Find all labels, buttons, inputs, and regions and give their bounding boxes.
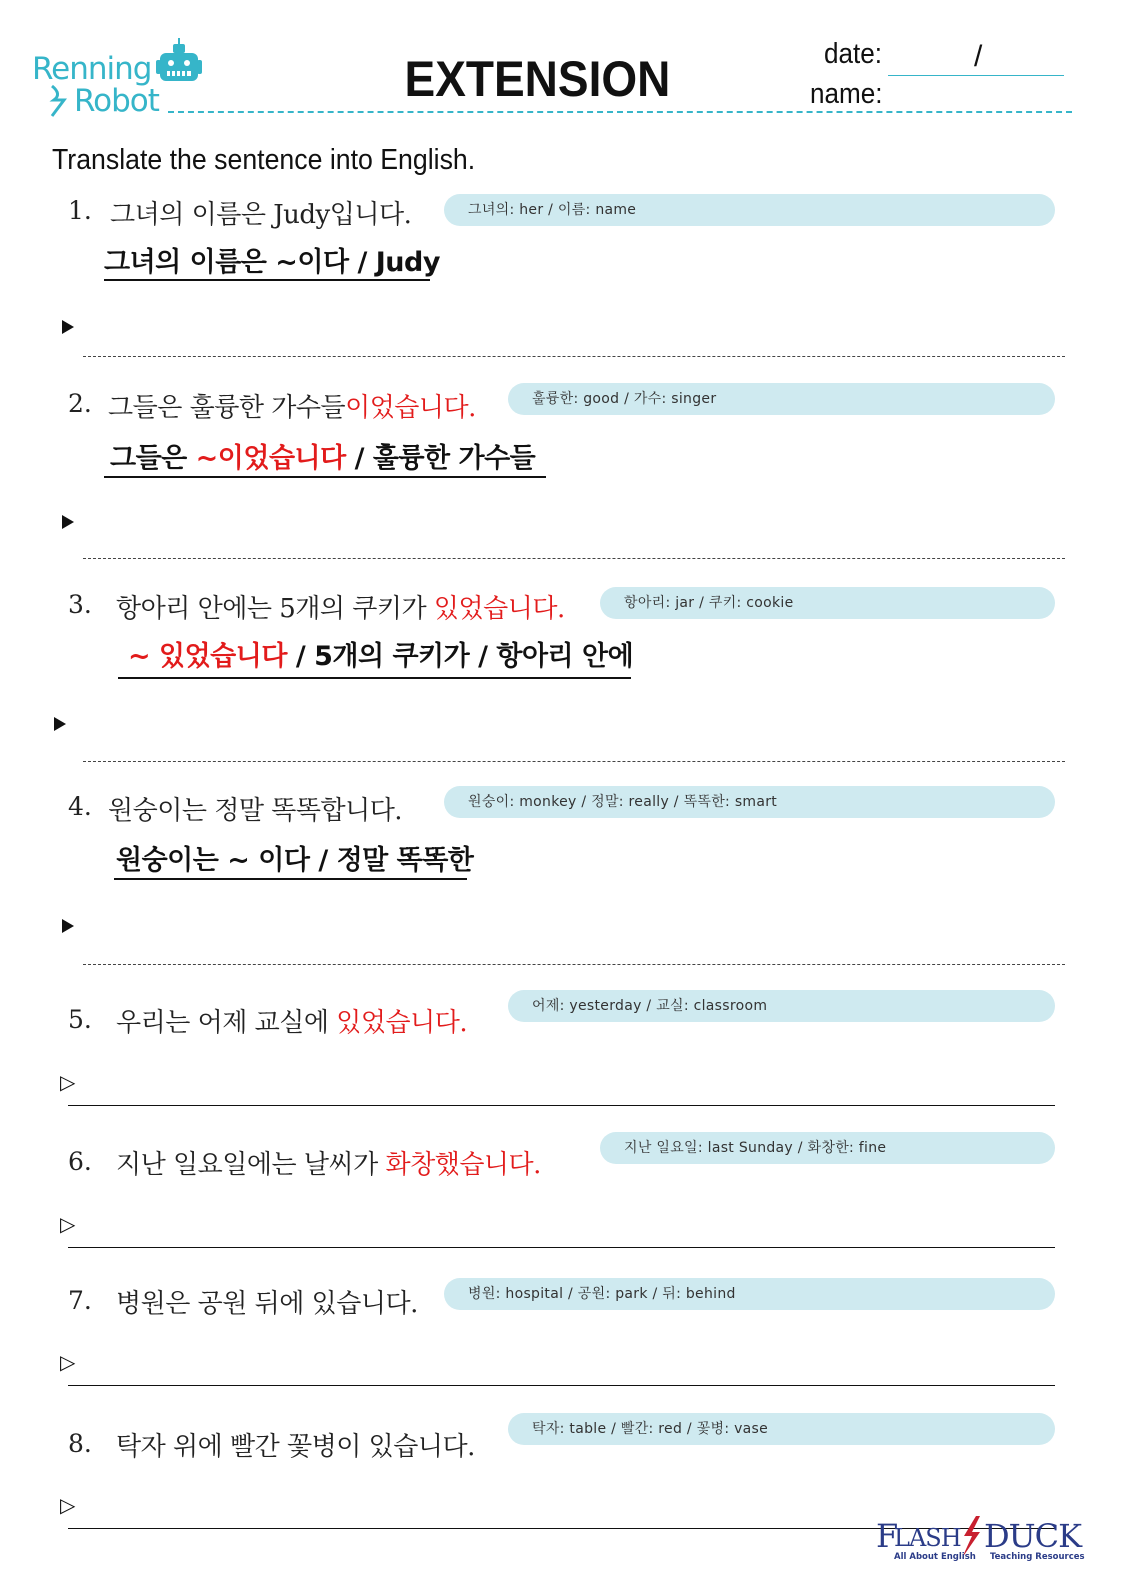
answer-line[interactable] (68, 1385, 1055, 1386)
name-label: name: (810, 78, 883, 110)
sentence-text: 탁자 위에 빨간 꽃병이 있습니다. (116, 1432, 475, 1462)
item-divider (83, 558, 1065, 559)
sentence-text: 항아리 안에는 5개의 쿠키가 (116, 594, 434, 624)
item-number: 6. (68, 1147, 92, 1176)
sentence-text: 그들은 훌륭한 가수들 (108, 393, 346, 423)
answer-arrow-icon (62, 515, 74, 529)
answer-line[interactable] (68, 1247, 1055, 1248)
word-order-guide (116, 838, 473, 877)
vocab-hint: 그녀의: her / 이름: name (444, 194, 1055, 226)
order-underline (114, 878, 467, 880)
brand-right: DUCK (984, 1517, 1082, 1555)
item-number: 4. (68, 792, 92, 821)
instruction-text: Translate the sentence into English. (52, 144, 476, 176)
korean-sentence (108, 387, 476, 424)
order-highlight: ~ 있었습니다 (128, 641, 287, 672)
flash-duck-logo (876, 1516, 1085, 1562)
word-order-guide (104, 240, 440, 279)
order-highlight: ~이었습니다 (195, 443, 346, 474)
page-title: EXTENSION (404, 51, 671, 107)
item-number: 3. (68, 590, 92, 619)
order-underline (104, 476, 546, 478)
korean-sentence (116, 1144, 541, 1181)
word-order-guide (128, 634, 633, 673)
order-text-rest: / 5개의 쿠키가 / 항아리 안에 (286, 641, 634, 672)
korean-sentence (116, 1283, 418, 1320)
order-text: 원숭이는 ~ 이다 / 정말 똑똑한 (116, 845, 474, 876)
sentence-highlight: 이었습니다. (345, 393, 476, 423)
tagline-left: All About English (894, 1552, 976, 1562)
order-underline (104, 279, 430, 281)
vocab-hint: 병원: hospital / 공원: park / 뒤: behind (444, 1278, 1055, 1310)
logo-line-2: Robot (74, 83, 159, 119)
sentence-text: 우리는 어제 교실에 (116, 1008, 337, 1038)
item-divider (83, 964, 1065, 965)
order-underline (118, 677, 631, 679)
korean-sentence (116, 1002, 467, 1039)
korean-sentence (116, 1426, 475, 1463)
sentence-highlight: 있었습니다. (336, 1008, 468, 1038)
brand-left: LASH (894, 1524, 961, 1552)
vocab-hint: 항아리: jar / 쿠키: cookie (600, 587, 1055, 619)
item-divider (83, 761, 1065, 762)
sentence-text: 원숭이는 정말 똑똑합니다. (108, 796, 403, 826)
order-text-rest: / 훌륭한 가수들 (345, 443, 536, 474)
header-divider (168, 111, 1072, 113)
item-number: 8. (68, 1429, 92, 1458)
sentence-text: 그녀의 이름은 Judy입니다. (110, 200, 412, 230)
answer-arrow-icon (62, 320, 74, 334)
word-order-guide (110, 436, 535, 475)
korean-sentence (116, 588, 565, 625)
sentence-highlight: 화창했습니다. (385, 1150, 541, 1180)
answer-arrow-icon (62, 919, 74, 933)
sentence-text: 병원은 공원 뒤에 있습니다. (116, 1289, 418, 1319)
vocab-hint: 훌륭한: good / 가수: singer (508, 383, 1055, 415)
item-number: 7. (68, 1286, 92, 1315)
vocab-hint: 탁자: table / 빨간: red / 꽃병: vase (508, 1413, 1055, 1445)
item-number: 2. (68, 389, 92, 418)
item-number: 1. (68, 196, 92, 225)
order-text: 그들은 (110, 443, 196, 474)
answer-arrow-icon: ▷ (60, 1493, 76, 1517)
brand-f: F (876, 1517, 898, 1555)
answer-arrow-icon: ▷ (60, 1212, 76, 1236)
date-field-line[interactable] (888, 75, 1064, 76)
vocab-hint: 원숭이: monkey / 정말: really / 똑똑한: smart (444, 786, 1055, 818)
answer-arrow-icon: ▷ (60, 1070, 76, 1094)
item-number: 5. (68, 1005, 92, 1034)
item-divider (83, 356, 1065, 357)
sentence-highlight: 있었습니다. (433, 594, 565, 624)
answer-arrow-icon (54, 717, 66, 731)
vocab-hint: 지난 일요일: last Sunday / 화창한: fine (600, 1132, 1055, 1164)
sentence-text: 지난 일요일에는 날씨가 (116, 1150, 386, 1180)
answer-arrow-icon: ▷ (60, 1350, 76, 1374)
date-label: date: (824, 38, 883, 70)
vocab-hint: 어제: yesterday / 교실: classroom (508, 990, 1055, 1022)
korean-sentence (108, 790, 402, 827)
logo-line-1: Renning (32, 51, 152, 87)
korean-sentence (110, 194, 411, 231)
answer-line[interactable] (68, 1105, 1055, 1106)
date-separator: / (974, 40, 983, 73)
order-text: 그녀의 이름은 ~이다 / Judy (104, 247, 440, 278)
tagline-right: Teaching Resources (990, 1552, 1085, 1562)
